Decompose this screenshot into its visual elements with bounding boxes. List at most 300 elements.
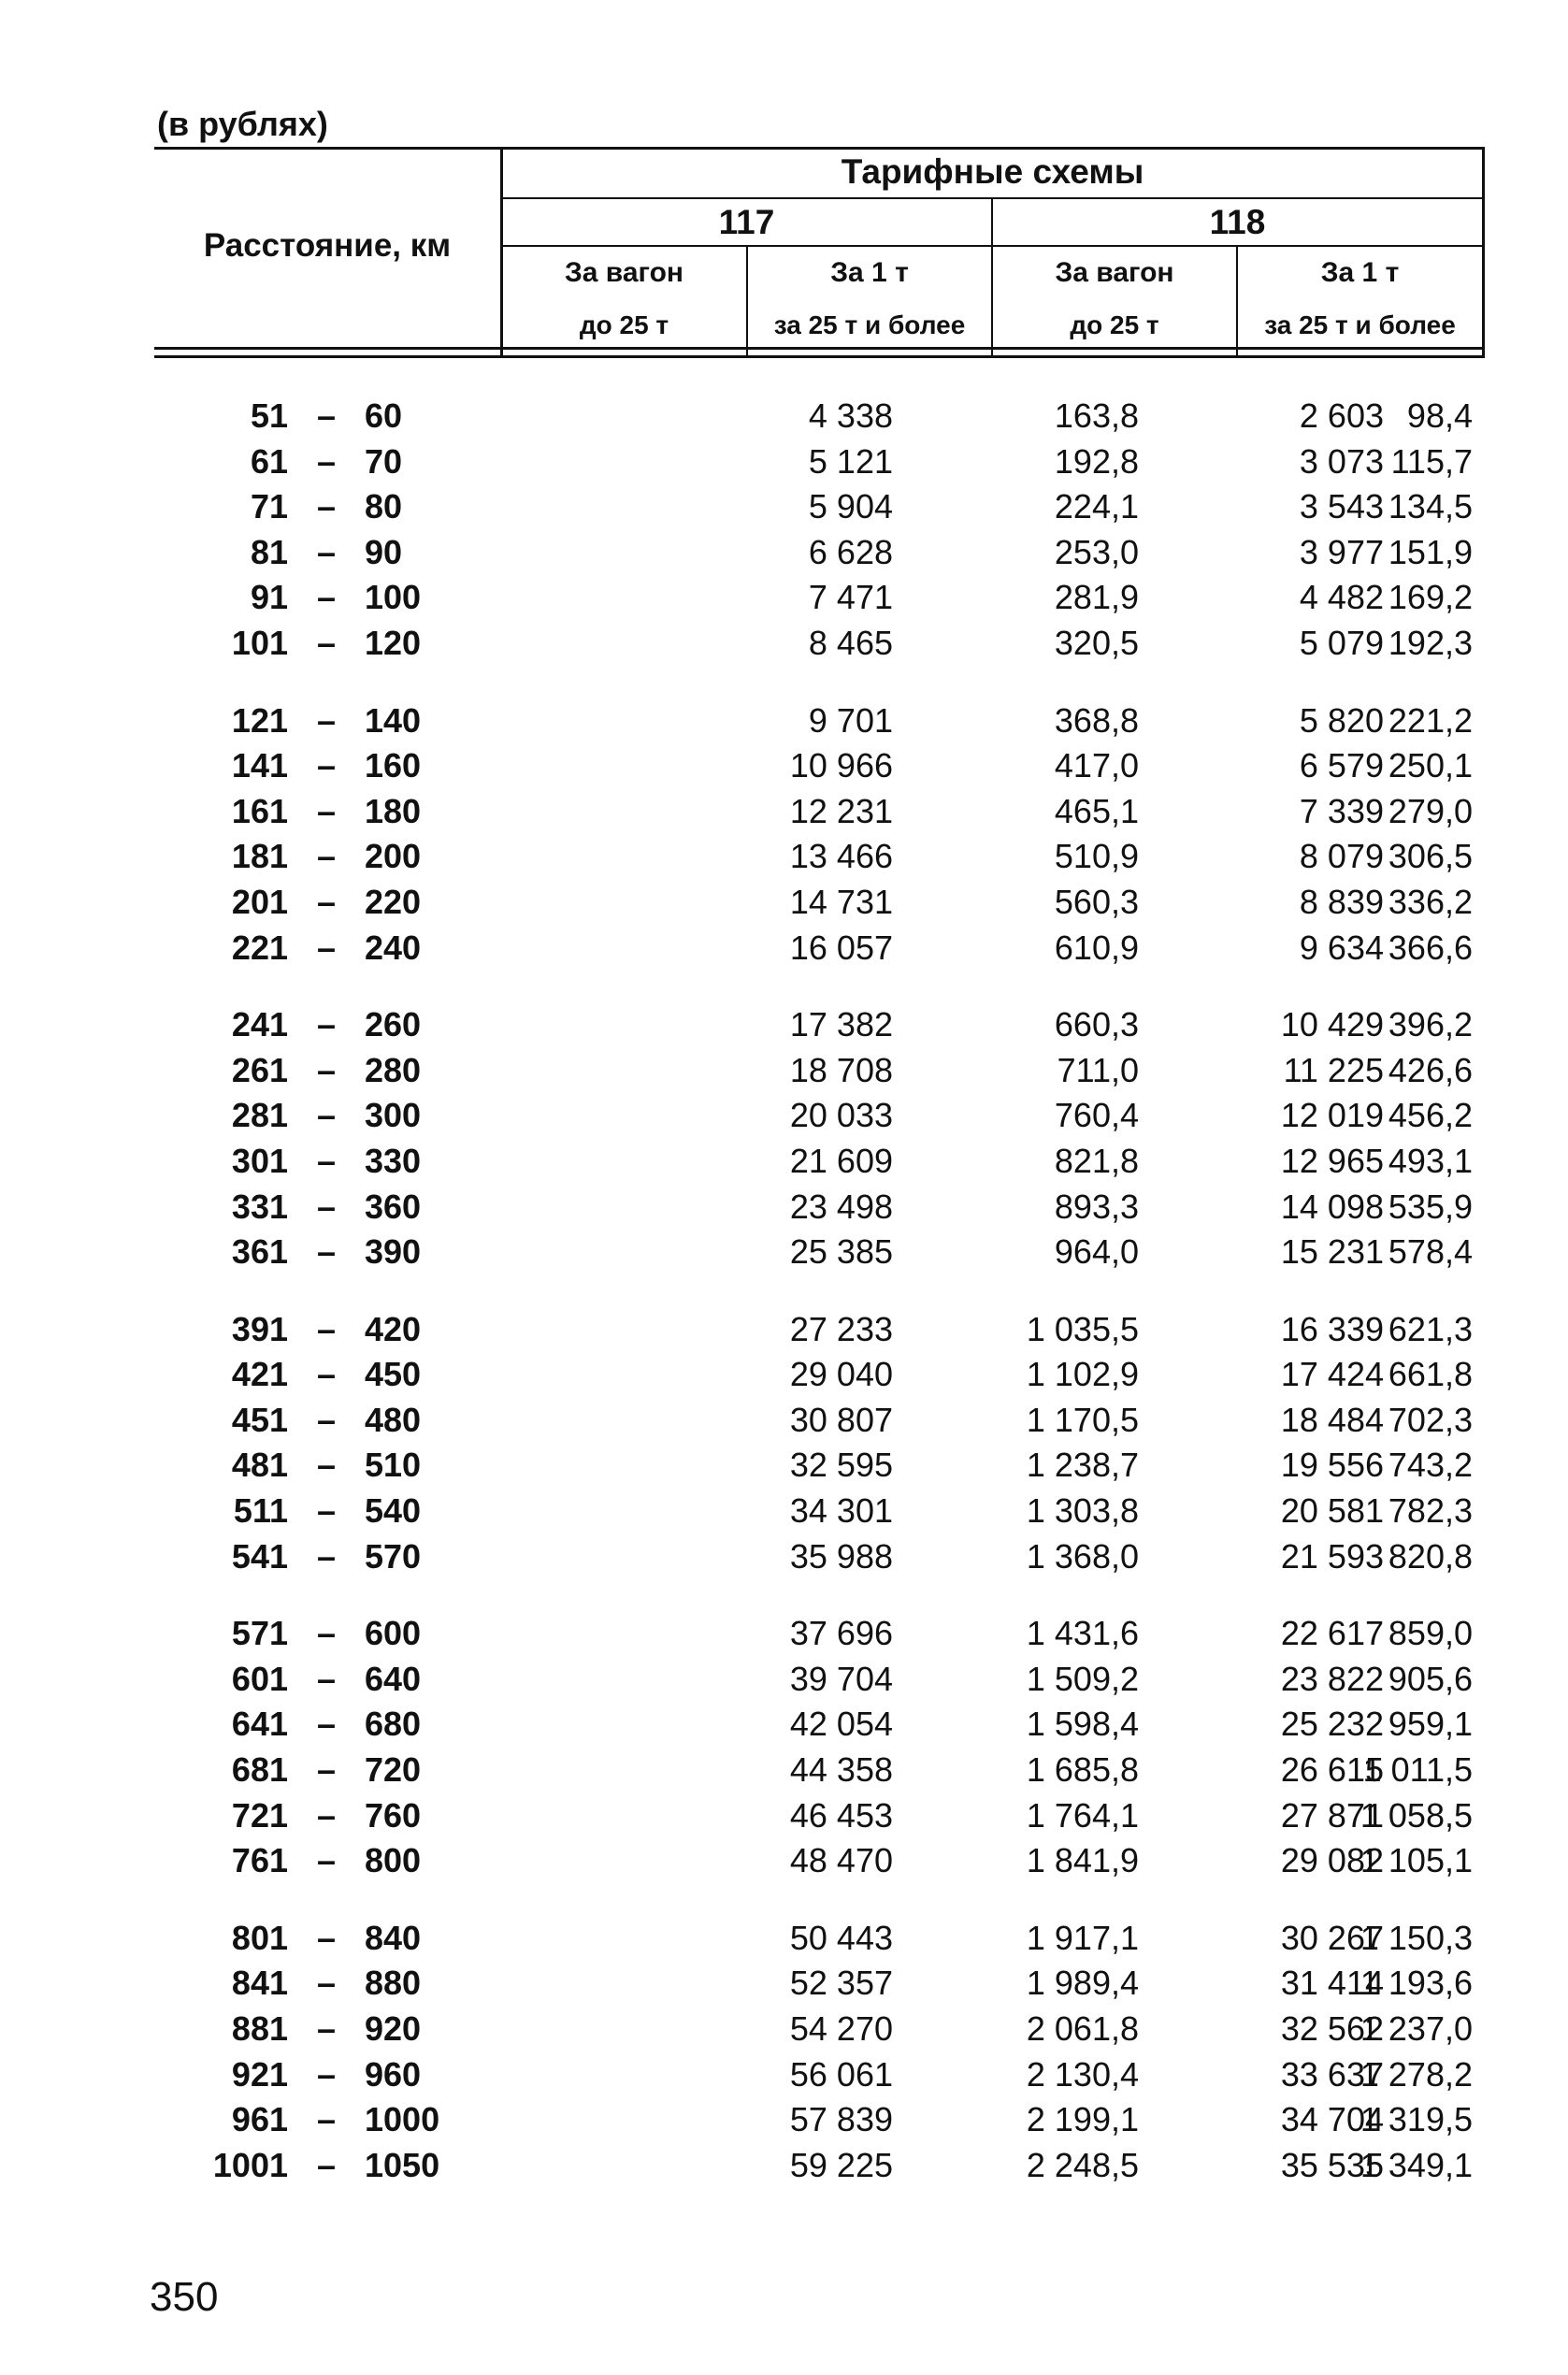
distance-from: 141 [231,746,288,785]
table-row [154,1001,1485,1047]
distance-to: 180 [365,791,422,830]
table-row [154,1747,1485,1792]
table-header [154,147,1485,358]
range-dash: – [317,746,337,785]
scheme117-wagon: 16 057 [789,928,893,967]
table-row [154,2006,1485,2051]
scheme118-ton: 1 193,6 [1359,1964,1473,2003]
page-number: 350 [150,2274,219,2320]
distance-to: 80 [365,487,403,526]
scheme118-wagon: 18 484 [1280,1400,1384,1439]
scheme118-wagon: 19 556 [1280,1446,1384,1485]
distance-from: 241 [231,1005,288,1044]
scheme117-ton: 1 431,6 [1026,1614,1139,1653]
scheme118-wagon: 4 482 [1299,578,1384,617]
col2-header-line1: За 1 т [830,257,909,288]
scheme117-ton: 711,0 [1057,1050,1139,1089]
scheme117-wagon: 21 609 [789,1141,893,1180]
distance-from: 921 [231,2054,288,2094]
row-group [154,393,1485,666]
scheme118-ton: 905,6 [1388,1659,1473,1698]
scheme118-wagon: 21 593 [1280,1536,1384,1576]
table-row [154,1610,1485,1656]
scheme117-ton: 560,3 [1054,882,1139,921]
distance-from: 681 [231,1750,288,1790]
scheme118-wagon: 3 977 [1299,532,1384,571]
range-dash: – [317,1400,337,1439]
scheme117-wagon: 56 061 [789,2054,893,2094]
range-dash: – [317,837,337,876]
scheme117-ton: 510,9 [1054,837,1139,876]
col3-header-line1: За вагон [1055,257,1174,288]
distance-to: 260 [365,1005,422,1044]
scheme117-ton: 821,8 [1054,1141,1139,1180]
range-dash: – [317,2054,337,2094]
scheme117-wagon: 35 988 [789,1536,893,1576]
range-dash: – [317,791,337,830]
scheme117-wagon: 54 270 [789,2009,893,2048]
scheme117-wagon: 6 628 [808,532,893,571]
table-row [154,1701,1485,1747]
distance-from: 541 [231,1536,288,1576]
row-group [154,1001,1485,1274]
table-row [154,483,1485,529]
table-row [154,439,1485,484]
scheme117-ton: 1 102,9 [1026,1355,1139,1394]
table-row [154,1656,1485,1702]
scheme118-ton: 426,6 [1388,1050,1473,1089]
col4-header-line1: За 1 т [1320,257,1400,288]
header-bottom-rule-2 [154,355,1485,358]
scheme117-ton: 2 248,5 [1026,2145,1139,2184]
scheme118-ton: 1 150,3 [1359,1918,1473,1957]
table-row [154,1397,1485,1443]
scheme118-ton: 98,4 [1406,396,1473,435]
range-dash: – [317,1964,337,2003]
distance-to: 540 [365,1491,422,1531]
distance-to: 450 [365,1355,422,1394]
scheme118-ton: 1 011,5 [1362,1750,1473,1790]
scheme117-wagon: 37 696 [789,1614,893,1653]
distance-to: 360 [365,1187,422,1226]
scheme117-ton: 320,5 [1054,623,1139,662]
scheme117-ton: 2 199,1 [1026,2100,1139,2139]
distance-to: 90 [365,532,403,571]
scheme118-ton: 820,8 [1388,1536,1473,1576]
range-dash: – [317,1309,337,1348]
distance-from: 71 [250,487,288,526]
scheme118-ton: 702,3 [1388,1400,1473,1439]
distance-from: 161 [231,791,288,830]
distance-from: 91 [250,578,288,617]
range-dash: – [317,1232,337,1272]
scheme118-ton: 1 278,2 [1359,2054,1473,2094]
scheme118-wagon: 31 414 [1280,1964,1384,2003]
distance-from: 331 [231,1187,288,1226]
scheme117-wagon: 42 054 [789,1705,893,1744]
distance-from: 121 [231,700,288,740]
scheme118-ton: 151,9 [1388,532,1473,571]
range-dash: – [317,1187,337,1226]
scheme117-ton: 1 685,8 [1026,1750,1139,1790]
distance-from: 421 [231,1355,288,1394]
scheme117-wagon: 17 382 [789,1005,893,1044]
schemes-rule [502,197,1485,199]
range-dash: – [317,487,337,526]
distance-from: 301 [231,1141,288,1180]
scheme117-ton: 1 917,1 [1026,1918,1139,1957]
distance-to: 120 [365,623,422,662]
distance-from: 641 [231,1705,288,1744]
scheme118-ton: 859,0 [1388,1614,1473,1653]
scheme117-ton: 1 170,5 [1026,1400,1139,1439]
distance-from: 601 [231,1659,288,1698]
scheme117-wagon: 32 595 [789,1446,893,1485]
range-dash: – [317,1355,337,1394]
scheme117-wagon: 4 338 [808,396,893,435]
scheme118-wagon: 7 339 [1299,791,1384,830]
distance-to: 420 [365,1309,422,1348]
scheme118-ton: 493,1 [1388,1141,1473,1180]
scheme118-ton: 1 237,0 [1359,2009,1473,2048]
distance-from: 451 [231,1400,288,1439]
scheme118-wagon: 34 704 [1280,2100,1384,2139]
scheme117-wagon: 39 704 [789,1659,893,1698]
row-group [154,698,1485,971]
distance-from: 81 [250,532,288,571]
range-dash: – [317,928,337,967]
scheme118-ton: 279,0 [1388,791,1473,830]
range-dash: – [317,1491,337,1531]
header-bottom-rule [154,347,1485,350]
distance-from: 51 [250,396,288,435]
scheme117-ton: 1 509,2 [1026,1659,1139,1698]
col1-header-line1: За вагон [564,257,684,288]
range-dash: – [317,700,337,740]
distance-from: 61 [250,441,288,481]
scheme118-ton: 1 349,1 [1359,2145,1473,2184]
row-group [154,1915,1485,2188]
distance-to: 570 [365,1536,422,1576]
range-dash: – [317,1536,337,1576]
scheme118-ton: 1 105,1 [1359,1841,1473,1880]
scheme118-wagon: 5 079 [1299,623,1384,662]
scheme117-ton: 224,1 [1054,487,1139,526]
table-row [154,698,1485,743]
range-dash: – [317,1918,337,1957]
scheme117-ton: 281,9 [1054,578,1139,617]
scheme118-wagon: 8 839 [1299,882,1384,921]
distance-to: 680 [365,1705,422,1744]
distance-from: 961 [231,2100,288,2139]
scheme118-wagon: 35 535 [1280,2145,1384,2184]
table-row [154,1533,1485,1579]
scheme117-ton: 893,3 [1054,1187,1139,1226]
range-dash: – [317,1141,337,1180]
distance-from: 1001 [212,2145,288,2184]
distance-from: 511 [233,1491,288,1531]
scheme118-wagon: 3 543 [1299,487,1384,526]
scheme118-wagon: 30 267 [1280,1918,1384,1957]
distance-from: 481 [231,1446,288,1485]
distance-from: 391 [231,1309,288,1348]
table-row [154,1442,1485,1488]
table-body [154,393,1485,2219]
scheme117-ton: 1 764,1 [1026,1795,1139,1835]
scheme118-wagon: 32 562 [1280,2009,1384,2048]
scheme118-wagon: 14 098 [1280,1187,1384,1226]
scheme118-wagon: 20 581 [1280,1491,1384,1531]
distance-to: 760 [365,1795,422,1835]
table-row [154,1184,1485,1230]
scheme117-wagon: 13 466 [789,837,893,876]
distance-from: 181 [231,837,288,876]
scheme118-ton: 306,5 [1388,837,1473,876]
table-row [154,1047,1485,1093]
table-row [154,833,1485,879]
distance-from: 721 [231,1795,288,1835]
range-dash: – [317,1050,337,1089]
scheme118-ton: 115,7 [1390,441,1473,481]
range-dash: – [317,532,337,571]
col3-header-line2: до 25 т [1070,310,1159,339]
range-dash: – [317,2009,337,2048]
scheme118-wagon: 9 634 [1299,928,1384,967]
scheme118-wagon: 8 079 [1299,837,1384,876]
distance-from: 221 [231,928,288,967]
scheme118-ton: 1 058,5 [1359,1795,1473,1835]
scheme118-ton: 221,2 [1388,700,1473,740]
scheme118-ton: 782,3 [1388,1491,1473,1531]
distance-to: 960 [365,2054,422,2094]
scheme118-wagon: 12 019 [1280,1096,1384,1135]
table-row [154,742,1485,788]
range-dash: – [317,1659,337,1698]
distance-to: 600 [365,1614,422,1653]
range-dash: – [317,623,337,662]
distance-from: 571 [231,1614,288,1653]
table-row [154,1488,1485,1533]
scheme117-ton: 610,9 [1054,928,1139,967]
range-dash: – [317,1446,337,1485]
scheme118-wagon: 22 617 [1280,1614,1384,1653]
scheme117-wagon: 44 358 [789,1750,893,1790]
distance-from: 801 [231,1918,288,1957]
distance-from: 201 [231,882,288,921]
distance-to: 1000 [365,2100,440,2139]
col2-header-line2: за 25 т и более [773,310,966,339]
distance-to: 510 [365,1446,422,1485]
range-dash: – [317,1096,337,1135]
table-row [154,620,1485,666]
table-row [154,788,1485,834]
scheme117-wagon: 8 465 [808,623,893,662]
scheme117-ton: 163,8 [1054,396,1139,435]
distance-to: 100 [365,578,422,617]
scheme118-ton: 743,2 [1388,1446,1473,1485]
range-dash: – [317,1614,337,1653]
scheme117-ton: 417,0 [1054,746,1139,785]
scheme117-wagon: 10 966 [789,746,893,785]
scheme118-ton: 621,3 [1388,1309,1473,1348]
distance-to: 480 [365,1400,422,1439]
scheme118-wagon: 16 339 [1280,1309,1384,1348]
table-row [154,1351,1485,1397]
range-dash: – [317,882,337,921]
scheme117-ton: 2 061,8 [1026,2009,1139,2048]
distance-to: 880 [365,1964,422,2003]
scheme-number-rule [502,245,1485,247]
scheme117-wagon: 59 225 [789,2145,893,2184]
scheme117-ton: 760,4 [1054,1096,1139,1135]
distance-from: 361 [231,1232,288,1272]
distance-to: 240 [365,928,422,967]
scheme118-ton: 535,9 [1388,1187,1473,1226]
table-row [154,529,1485,575]
scheme118-ton: 366,6 [1388,928,1473,967]
scheme117-ton: 1 841,9 [1026,1841,1139,1880]
distance-from: 101 [231,623,288,662]
range-dash: – [317,2100,337,2139]
distance-to: 300 [365,1096,422,1135]
scheme117-ton: 964,0 [1054,1232,1139,1272]
scheme118-ton: 134,5 [1388,487,1473,526]
col1-header-line2: до 25 т [579,310,669,339]
scheme118-ton: 959,1 [1388,1705,1473,1744]
scheme118-wagon: 26 615 [1280,1750,1384,1790]
distance-to: 140 [365,700,422,740]
scheme117-ton: 1 989,4 [1026,1964,1139,2003]
distance-to: 720 [365,1750,422,1790]
table-row [154,2051,1485,2097]
scheme117-ton: 1 598,4 [1026,1705,1139,1744]
scheme117-wagon: 50 443 [789,1918,893,1957]
scheme117-ton: 465,1 [1054,791,1139,830]
range-dash: – [317,396,337,435]
distance-to: 280 [365,1050,422,1089]
scheme118-ton: 336,2 [1388,882,1473,921]
scheme117-wagon: 5 121 [808,441,893,481]
scheme118-ton: 578,4 [1388,1232,1473,1272]
table-row [154,1837,1485,1883]
scheme117-wagon: 9 701 [808,700,893,740]
distance-to: 640 [365,1659,422,1698]
range-dash: – [317,2145,337,2184]
distance-to: 840 [365,1918,422,1957]
distance-from: 261 [231,1050,288,1089]
scheme117-wagon: 48 470 [789,1841,893,1880]
scheme118-ton: 169,2 [1388,578,1473,617]
distance-to: 920 [365,2009,422,2048]
scheme117-wagon: 14 731 [789,882,893,921]
col4-header-line2: за 25 т и более [1264,310,1456,339]
table-row [154,1229,1485,1274]
table-row [154,1306,1485,1352]
scheme117-wagon: 12 231 [789,791,893,830]
table-row [154,1960,1485,2006]
scheme118-ton: 1 319,5 [1359,2100,1473,2139]
scheme118-wagon: 6 579 [1299,746,1384,785]
scheme118-wagon: 33 637 [1280,2054,1384,2094]
scheme117-wagon: 18 708 [789,1050,893,1089]
row-group [154,1610,1485,1883]
scheme118-wagon: 12 965 [1280,1141,1384,1180]
scheme117-wagon: 23 498 [789,1187,893,1226]
scheme117-wagon: 7 471 [808,578,893,617]
distance-header: Расстояние, км [203,227,452,264]
unit-note: (в рублях) [157,105,328,143]
range-dash: – [317,578,337,617]
table-row [154,393,1485,439]
scheme118-wagon: 11 225 [1283,1050,1384,1089]
scheme117-wagon: 30 807 [789,1400,893,1439]
range-dash: – [317,1750,337,1790]
scheme118-wagon: 15 231 [1280,1232,1384,1272]
range-dash: – [317,1705,337,1744]
scheme117-wagon: 34 301 [789,1491,893,1531]
scheme118-wagon: 23 822 [1280,1659,1384,1698]
scheme117-wagon: 57 839 [789,2100,893,2139]
range-dash: – [317,1841,337,1880]
schemes-header: Тарифные схемы [841,152,1144,191]
table-row [154,925,1485,971]
range-dash: – [317,1795,337,1835]
scheme118-wagon: 27 871 [1280,1795,1384,1835]
distance-to: 800 [365,1841,422,1880]
scheme117-ton: 660,3 [1054,1005,1139,1044]
scheme117-ton: 253,0 [1054,532,1139,571]
distance-to: 390 [365,1232,422,1272]
table-row [154,879,1485,925]
table-row [154,1138,1485,1184]
distance-to: 60 [365,396,403,435]
scheme118-wagon: 10 429 [1280,1005,1384,1044]
scheme118-wagon: 5 820 [1299,700,1384,740]
scheme118-ton: 250,1 [1388,746,1473,785]
table-row [154,2096,1485,2142]
distance-from: 761 [231,1841,288,1880]
scheme118-ton: 192,3 [1388,623,1473,662]
scheme-117-header: 117 [718,203,775,241]
distance-to: 220 [365,882,422,921]
scheme118-wagon: 2 603 [1299,396,1384,435]
distance-from: 881 [231,2009,288,2048]
distance-from: 281 [231,1096,288,1135]
scheme117-ton: 1 303,8 [1026,1491,1139,1531]
distance-to: 70 [365,441,403,481]
scheme117-wagon: 25 385 [789,1232,893,1272]
scheme118-wagon: 3 073 [1299,441,1384,481]
range-dash: – [317,1005,337,1044]
scheme117-wagon: 29 040 [789,1355,893,1394]
scheme117-ton: 2 130,4 [1026,2054,1139,2094]
distance-from: 841 [231,1964,288,2003]
header-top-rule [502,147,1485,150]
scheme118-ton: 661,8 [1388,1355,1473,1394]
table-row [154,1915,1485,1961]
scheme117-wagon: 46 453 [789,1795,893,1835]
scheme118-wagon: 25 232 [1280,1705,1384,1744]
distance-to: 160 [365,746,422,785]
scheme118-wagon: 17 424 [1280,1355,1384,1394]
scheme117-ton: 1 368,0 [1026,1536,1139,1576]
row-group [154,1306,1485,1579]
table-row [154,1792,1485,1838]
scheme118-ton: 396,2 [1388,1005,1473,1044]
scheme117-wagon: 52 357 [789,1964,893,2003]
table-row [154,574,1485,620]
distance-to: 1050 [365,2145,440,2184]
